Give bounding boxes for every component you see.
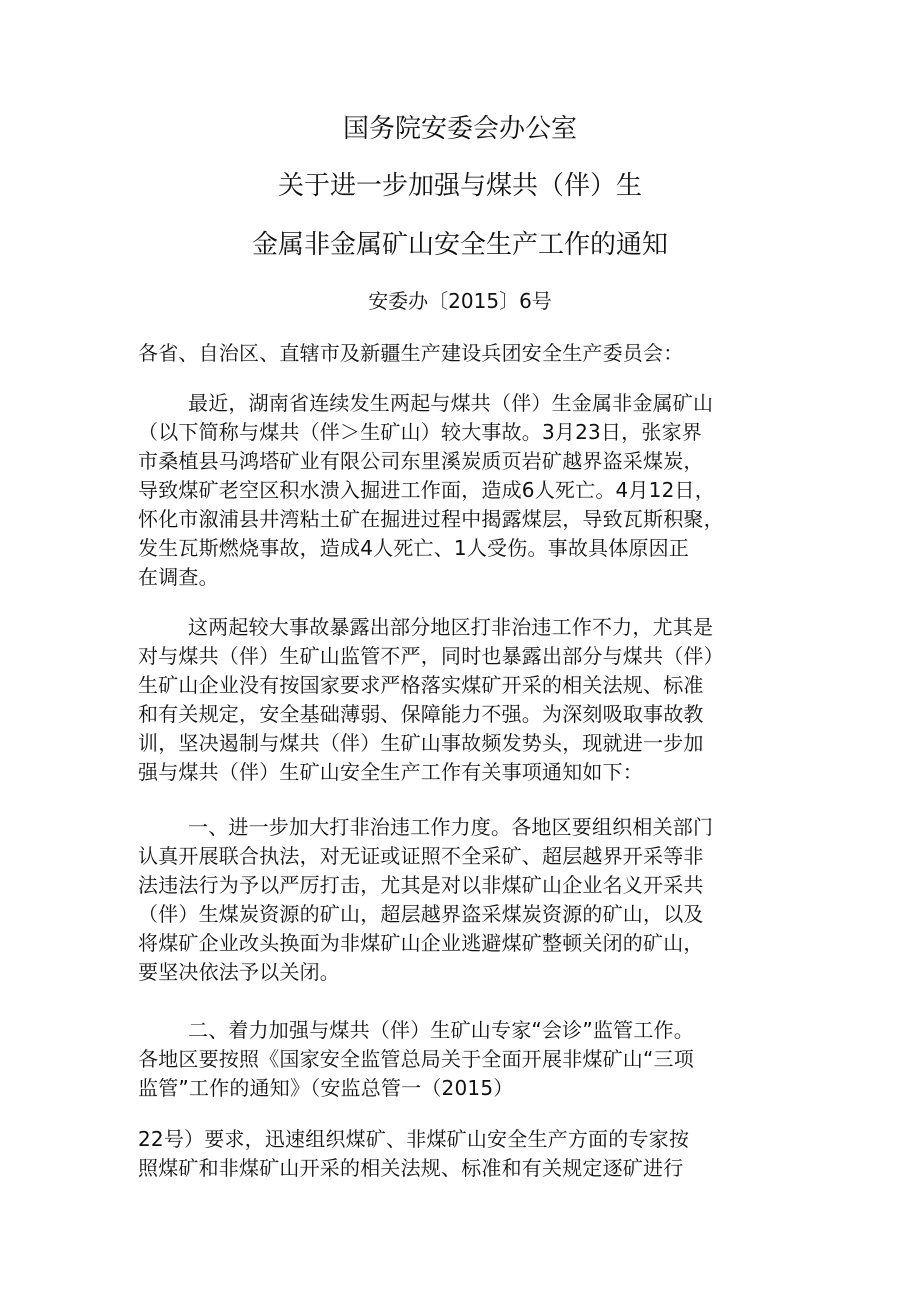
document-number: 安委办〔2015〕6号: [368, 289, 552, 313]
paragraph-2-line-6: 强与煤共（伴）生矿山安全生产工作有关事项通知如下：: [138, 760, 643, 784]
title-line-3: 金属非金属矿山安全生产工作的通知: [251, 230, 668, 260]
paragraph-2-line-5: 训，坚决遏制与煤共（伴）生矿山事故频发势头，现就进一步加: [138, 731, 704, 755]
paragraph-3-line-3: 法违法行为予以严厉打击，尤其是对以非煤矿山企业名义开采共: [138, 873, 704, 897]
addressee: 各省、自治区、直辖市及新疆生产建设兵团安全生产委员会：: [138, 341, 684, 365]
paragraph-1-line-5: 怀化市溆浦县井湾粘土矿在掘进过程中揭露煤层，导致瓦斯积聚，: [138, 507, 724, 531]
paragraph-3-line-6: 要坚决依法予以关闭。: [138, 960, 340, 984]
paragraph-4-line-3: 监管”工作的通知》（安监总管一（2015）: [138, 1076, 514, 1100]
paragraph-2-line-3: 生矿山企业没有按国家要求严格落实煤矿开采的相关法规、标准: [138, 673, 704, 697]
paragraph-1-line-2: （以下简称与煤共（伴＞生矿山）较大事故。3月23日，张家界: [138, 420, 702, 444]
paragraph-2-line-4: 和有关规定，安全基础薄弱、保障能力不强。为深刻吸取事故教: [138, 702, 704, 726]
paragraph-2-line-1: 这两起较大事故暴露出部分地区打非治违工作不力，尤其是: [188, 615, 714, 639]
paragraph-3-line-5: 将煤矿企业改头换面为非煤矿山企业逃避煤矿整顿关闭的矿山，: [138, 931, 704, 955]
paragraph-3-line-4: （伴）生煤炭资源的矿山，超层越界盗采煤炭资源的矿山，以及: [138, 902, 704, 926]
paragraph-3-line-2: 认真开展联合执法，对无证或证照不全采矿、超层越界开采等非: [138, 844, 704, 868]
paragraph-1-line-3: 市桑植县马鸿塔矿业有限公司东里溪炭质页岩矿越界盗采煤炭，: [138, 449, 704, 473]
paragraph-4-line-1: 二、着力加强与煤共（伴）生矿山专家“会诊”监管工作。: [188, 1018, 694, 1042]
paragraph-5-line-1: 22号）要求，迅速组织煤矿、非煤矿山安全生产方面的专家按: [138, 1127, 690, 1151]
paragraph-1-line-1: 最近，湖南省连续发生两起与煤共（伴）生金属非金属矿山: [188, 391, 714, 415]
title-line-2: 关于进一步加强与煤共（伴）生: [277, 171, 642, 201]
paragraph-1-line-6: 发生瓦斯燃烧事故，造成4人死亡、1人受伤。事故具体原因正: [138, 536, 690, 560]
paragraph-4-line-2: 各地区要按照《国家安全监管总局关于全面开展非煤矿山“三项: [138, 1047, 694, 1071]
title-line-1: 国务院安委会办公室: [342, 114, 577, 144]
paragraph-3-line-1: 一、进一步加大打非治违工作力度。各地区要组织相关部门: [188, 815, 714, 839]
paragraph-2-line-2: 对与煤共（伴）生矿山监管不严，同时也暴露出部分与煤共（伴）: [138, 644, 724, 668]
paragraph-1-line-4: 导致煤矿老空区积水溃入掘进工作面，造成6人死亡。4月12日，: [138, 478, 715, 502]
paragraph-5-line-2: 照煤矿和非煤矿山开采的相关法规、标准和有关规定逐矿进行: [138, 1156, 684, 1180]
paragraph-1-line-7: 在调查。: [138, 565, 219, 589]
